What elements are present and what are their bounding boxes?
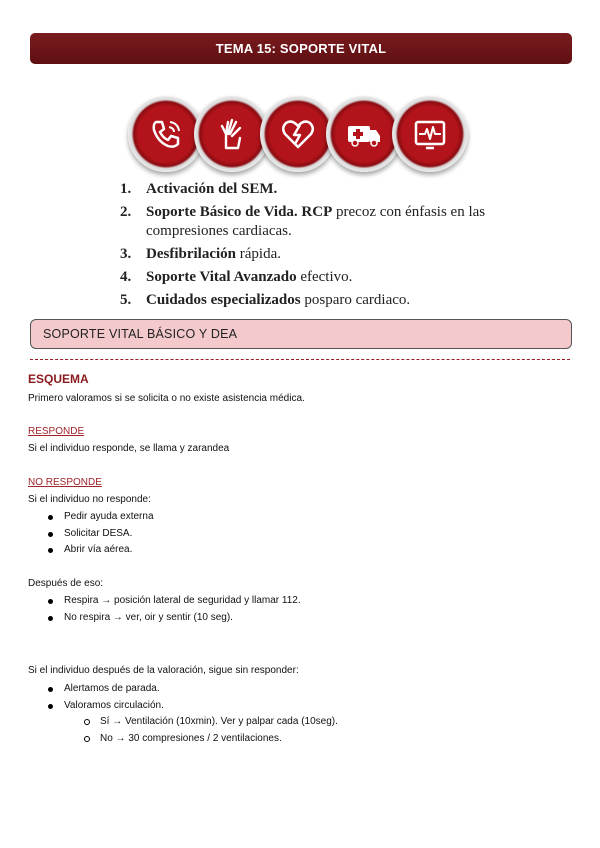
esquema-intro: Primero valoramos si se solicita o no existe asistencia médica. [28, 393, 305, 404]
chain-of-survival-list [120, 180, 520, 314]
responde-label: RESPONDE [28, 426, 85, 437]
list-item: 1. Activación del SEM. [120, 181, 278, 197]
list-item: Abrir vía aérea. [48, 542, 154, 559]
list-item: No respira → ver, oir y sentir (10 seg). [48, 610, 301, 627]
section-header [30, 319, 572, 349]
list-item: Sí → Ventilación (10xmin). Ver y palpar cada (10seg). [84, 714, 338, 731]
ambulance-icon [326, 96, 402, 172]
list-item: No → 30 compresiones / 2 ventilaciones. [84, 731, 338, 748]
list-item: 4. Soporte Vital Avanzado efectivo. [120, 269, 353, 285]
no-responde-label: NO RESPONDE [28, 477, 102, 488]
circulacion-list [84, 714, 338, 747]
title-bar [30, 33, 572, 64]
list-item: 2. Soporte Básico de Vida. RCP precoz con énfasis en las compresiones cardiacas. [120, 204, 486, 239]
esquema-heading: ESQUEMA [28, 372, 89, 386]
divider [30, 359, 570, 360]
section-title: SOPORTE VITAL BÁSICO Y DEA [43, 327, 238, 341]
responde-text: Si el individuo responde, se llama y zarandea [28, 443, 230, 454]
monitor-ecg-icon [392, 96, 468, 172]
phone-icon [128, 96, 204, 172]
list-item: Pedir ayuda externa [48, 509, 154, 526]
chain-of-survival-icons [128, 96, 468, 176]
no-responde-list [48, 509, 154, 559]
list-item: Valoramos circulación. [48, 698, 164, 715]
valoracion-list [48, 681, 164, 714]
page-title: TEMA 15: SOPORTE VITAL [215, 41, 387, 56]
hands-icon [194, 96, 270, 172]
heart-defibrillator-icon [260, 96, 336, 172]
valoracion-text: Si el individuo después de la valoración, sigue sin responder: [28, 665, 299, 676]
list-item: 3. Desfibrilación rápida. [120, 246, 281, 262]
despues-list [48, 593, 301, 626]
list-item: Respira → posición lateral de seguridad y llamar 112. [48, 593, 301, 610]
no-responde-text: Si el individuo no responde: [28, 494, 151, 505]
despues-text: Después de eso: [28, 578, 104, 589]
list-item: Alertamos de parada. [48, 681, 164, 698]
list-item: Solicitar DESA. [48, 526, 154, 543]
list-item: 5. Cuidados especializados posparo cardiaco. [120, 292, 411, 308]
